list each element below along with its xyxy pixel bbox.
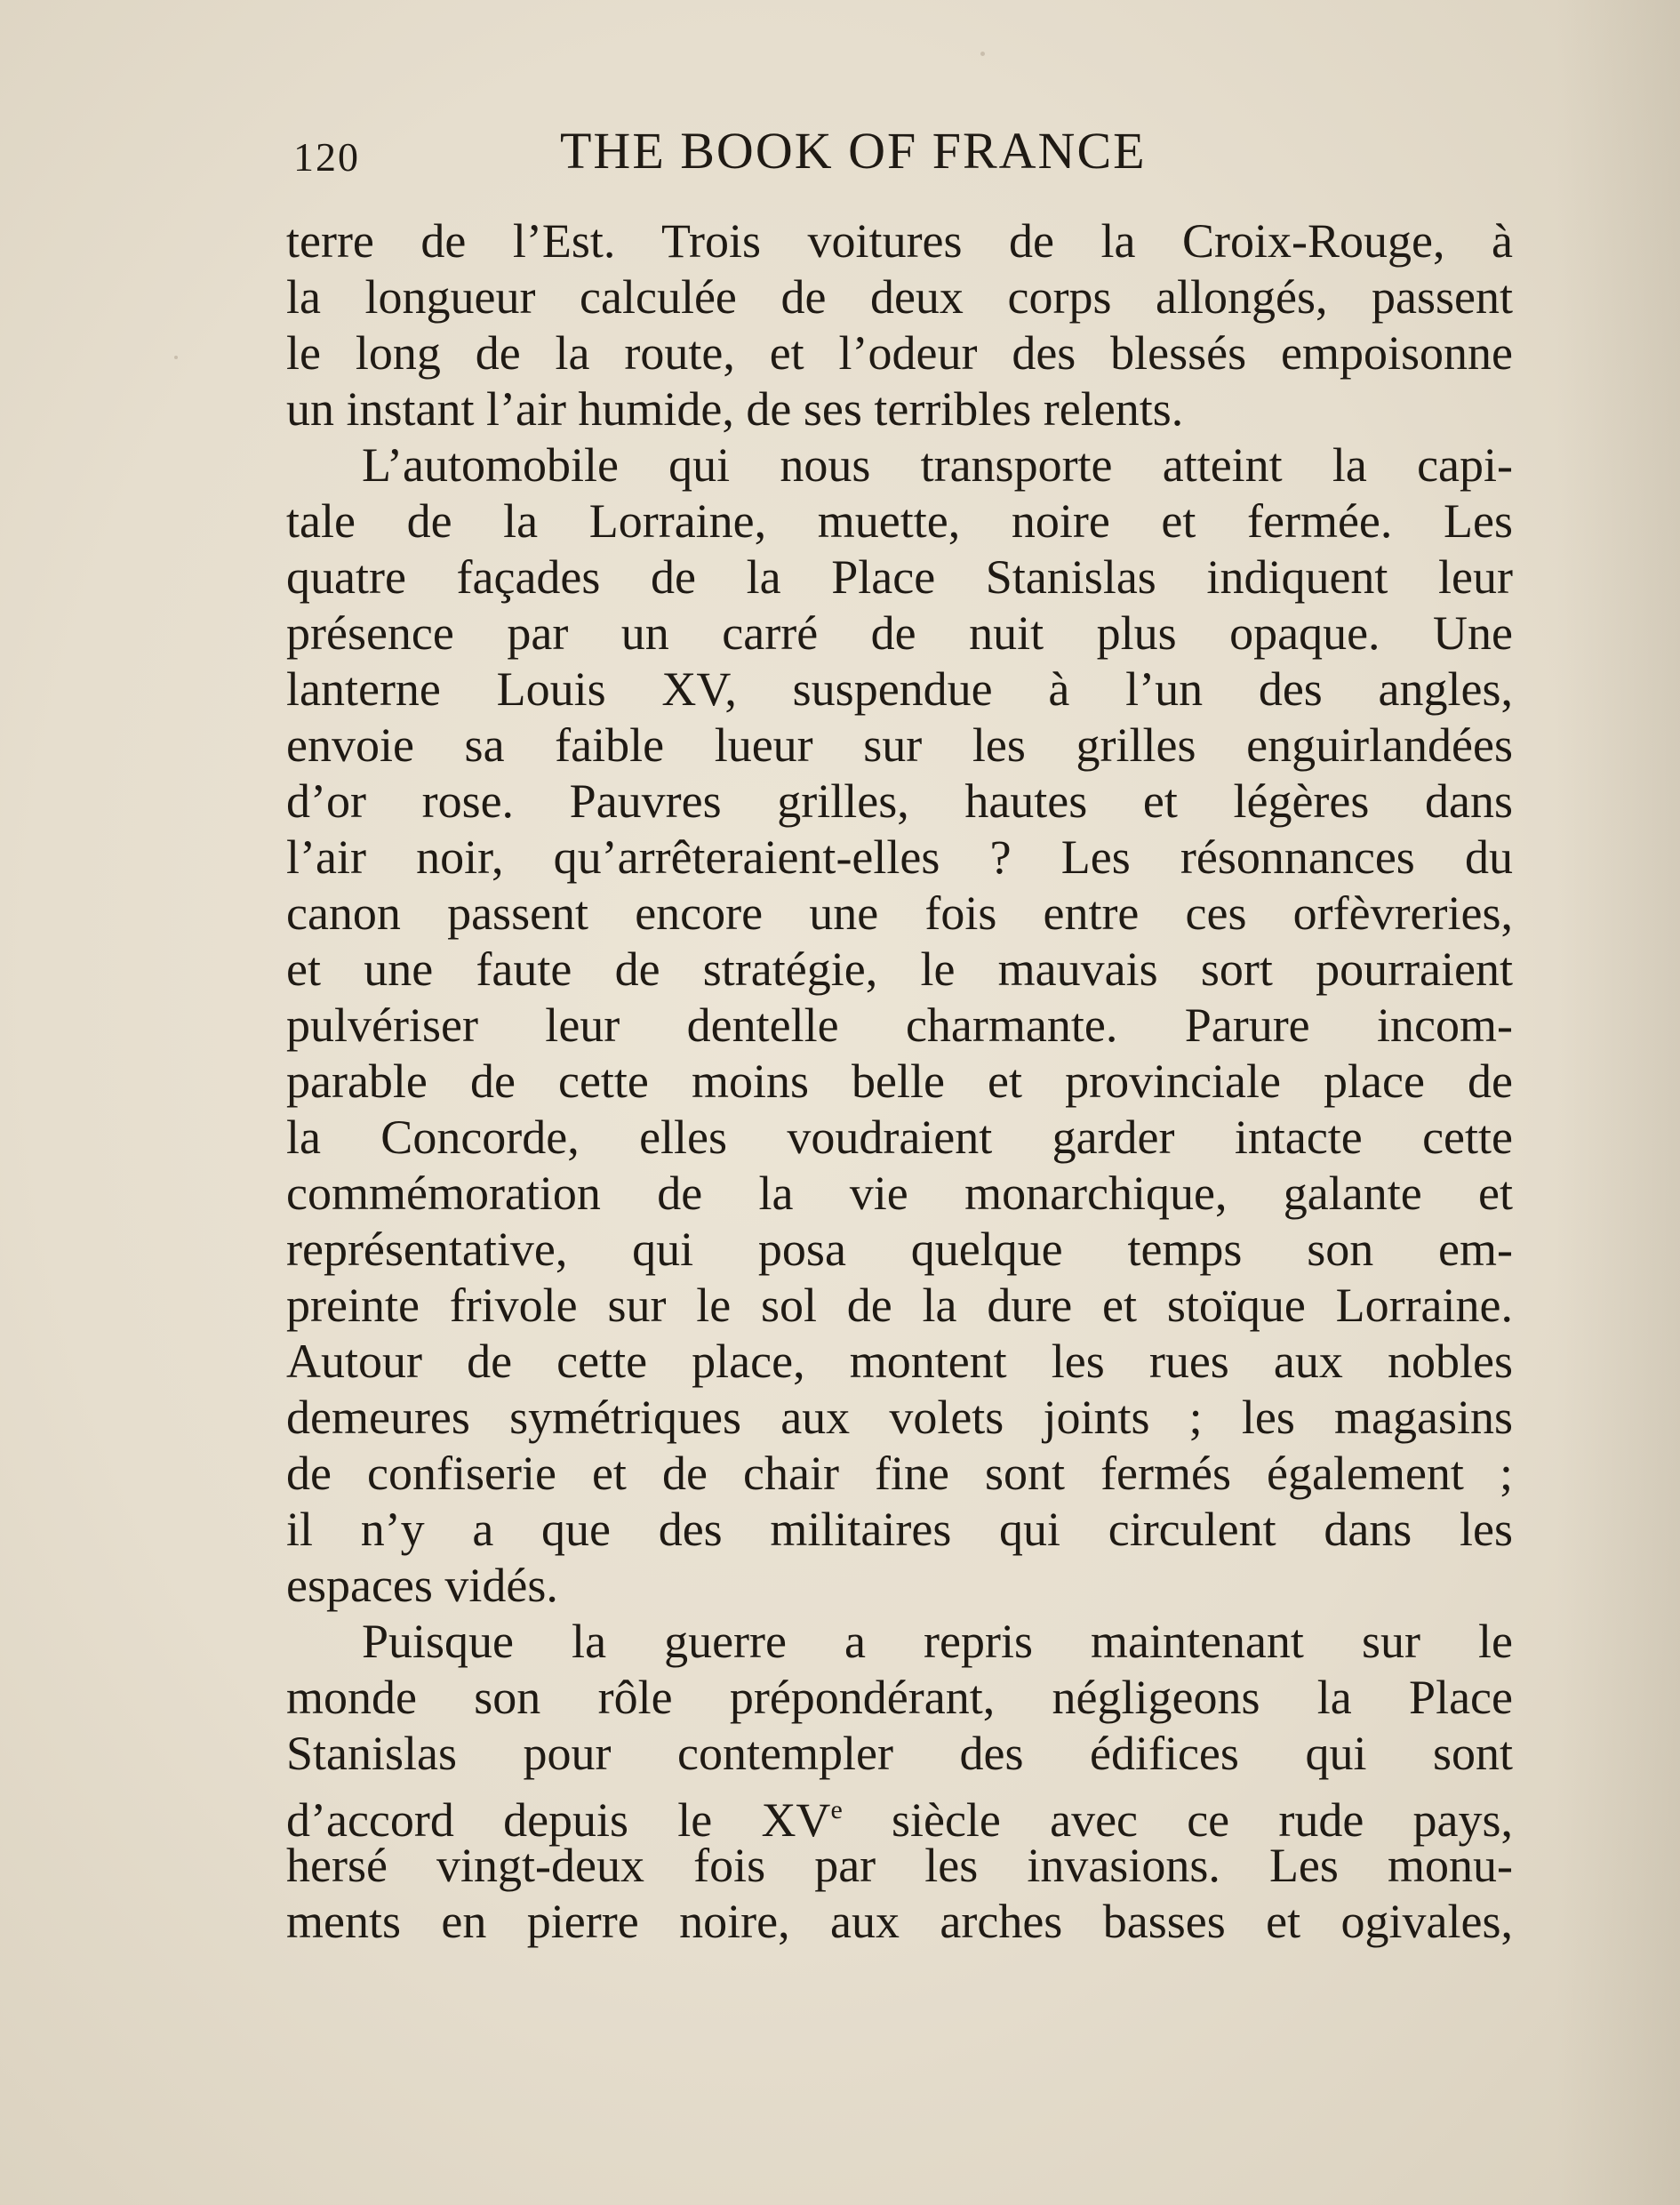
text-line: un instant l’air humide, de ses terribles relents. (286, 382, 1184, 436)
text-line: quatre façades de la Place Stanislas indiquent leur (286, 550, 1513, 604)
text-line: demeures symétriques aux volets joints ; les magasins (286, 1391, 1513, 1444)
text-line: lanterne Louis XV, suspendue à l’un des angles, (286, 662, 1513, 716)
text-line: la longueur calculée de deux corps allongés, passent (286, 270, 1513, 324)
text-line: représentative, qui posa quelque temps son em- (286, 1223, 1513, 1276)
text-segment: d’accord depuis le XV (286, 1793, 831, 1847)
text-line: et une faute de stratégie, le mauvais sort pourraient (286, 942, 1513, 996)
text-line: monde son rôle prépondérant, négligeons la Place (286, 1671, 1513, 1724)
body-text (286, 213, 1513, 1950)
text-line: l’air noir, qu’arrêteraient-elles ? Les résonnances du (286, 830, 1513, 884)
running-title: THE BOOK OF FRANCE (560, 122, 1147, 180)
text-line: espaces vidés. (286, 1559, 558, 1612)
text-line: Puisque la guerre a repris maintenant sur le (362, 1615, 1513, 1668)
text-line: il n’y a que des militaires qui circulent dans les (286, 1503, 1513, 1556)
text-line: ments en pierre noire, aux arches basses et ogivales, (286, 1895, 1513, 1948)
text-line: hersé vingt-deux fois par les invasions. Les monu- (286, 1839, 1513, 1892)
running-head (293, 116, 1244, 187)
text-line: la Concorde, elles voudraient garder intacte cette (286, 1111, 1513, 1164)
text-line: L’automobile qui nous transporte atteint la capi- (362, 438, 1513, 492)
page-number: 120 (293, 134, 360, 180)
text-line: envoie sa faible lueur sur les grilles enguirlandées (286, 718, 1513, 772)
text-segment: siècle avec ce rude pays, (842, 1793, 1513, 1847)
text-line: de confiserie et de chair fine sont fermés également ; (286, 1447, 1513, 1500)
text-line: tale de la Lorraine, muette, noire et fermée. Les (286, 494, 1513, 548)
text-line: le long de la route, et l’odeur des blessés empoisonne (286, 326, 1513, 380)
text-line: preinte frivole sur le sol de la dure et stoïque Lorraine. (286, 1279, 1513, 1332)
text-line: canon passent encore une fois entre ces orfèvreries, (286, 886, 1513, 940)
text-line: pulvériser leur dentelle charmante. Parure incom- (286, 998, 1513, 1052)
text-line: Stanislas pour contempler des édifices qui sont (286, 1727, 1513, 1780)
superscript: e (830, 1795, 843, 1824)
page-edge-shadow (1556, 0, 1680, 2205)
text-line: commémoration de la vie monarchique, galante et (286, 1167, 1513, 1220)
paper-speck (980, 52, 985, 56)
text-line: d’or rose. Pauvres grilles, hautes et légères dans (286, 774, 1513, 828)
text-line: présence par un carré de nuit plus opaque. Une (286, 606, 1513, 660)
paper-speck (174, 356, 178, 359)
text-line: terre de l’Est. Trois voitures de la Croix-Rouge, à (286, 214, 1513, 268)
text-line: parable de cette moins belle et provinciale place de (286, 1054, 1513, 1108)
text-line (286, 1782, 1513, 1847)
text-line: Autour de cette place, montent les rues aux nobles (286, 1335, 1513, 1388)
